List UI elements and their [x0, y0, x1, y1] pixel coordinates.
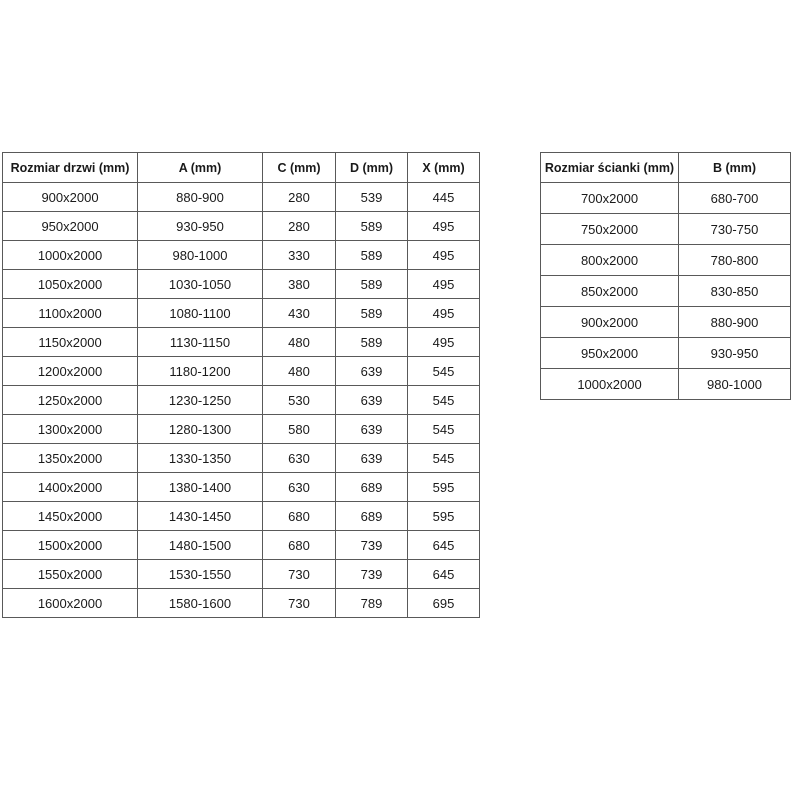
table-cell: 739: [336, 531, 408, 560]
table-cell: 589: [336, 328, 408, 357]
door-table-header: [3, 153, 480, 183]
table-row: [3, 444, 480, 473]
table-row: [3, 241, 480, 270]
table-cell: 680-700: [679, 183, 791, 214]
column-header: Rozmiar ścianki (mm): [541, 153, 679, 183]
table-cell: 750x2000: [541, 214, 679, 245]
table-cell: 1230-1250: [138, 386, 263, 415]
table-row: [3, 589, 480, 618]
table-cell: 900x2000: [541, 307, 679, 338]
table-row: [3, 473, 480, 502]
table-cell: 495: [408, 299, 480, 328]
table-cell: 1080-1100: [138, 299, 263, 328]
table-cell: 1550x2000: [3, 560, 138, 589]
table-row: [3, 212, 480, 241]
table-cell: 695: [408, 589, 480, 618]
table-cell: 1000x2000: [541, 369, 679, 400]
table-cell: 445: [408, 183, 480, 212]
header-row: [541, 153, 791, 183]
table-cell: 495: [408, 328, 480, 357]
table-cell: 830-850: [679, 276, 791, 307]
table-cell: 789: [336, 589, 408, 618]
column-header: C (mm): [263, 153, 336, 183]
table-cell: 630: [263, 473, 336, 502]
table-cell: 495: [408, 241, 480, 270]
table-cell: 739: [336, 560, 408, 589]
table-cell: 545: [408, 386, 480, 415]
table-cell: 1600x2000: [3, 589, 138, 618]
table-cell: 1530-1550: [138, 560, 263, 589]
table-cell: 980-1000: [138, 241, 263, 270]
table-cell: 1180-1200: [138, 357, 263, 386]
table-cell: 595: [408, 473, 480, 502]
table-row: [3, 183, 480, 212]
table-row: [3, 502, 480, 531]
table-cell: 589: [336, 212, 408, 241]
table-cell: 900x2000: [3, 183, 138, 212]
table-cell: 1280-1300: [138, 415, 263, 444]
table-cell: 595: [408, 502, 480, 531]
table-cell: 480: [263, 328, 336, 357]
table-row: [3, 270, 480, 299]
table-cell: 950x2000: [541, 338, 679, 369]
table-cell: 1100x2000: [3, 299, 138, 328]
table-cell: 930-950: [138, 212, 263, 241]
table-cell: 280: [263, 212, 336, 241]
table-cell: 280: [263, 183, 336, 212]
wall-table-body: [541, 183, 791, 400]
table-cell: 1450x2000: [3, 502, 138, 531]
table-cell: 495: [408, 212, 480, 241]
door-size-table: [2, 152, 480, 618]
table-row: [541, 276, 791, 307]
wall-table-header: [541, 153, 791, 183]
table-cell: 880-900: [679, 307, 791, 338]
table-cell: 639: [336, 415, 408, 444]
table-row: [3, 328, 480, 357]
table-cell: 1330-1350: [138, 444, 263, 473]
table-cell: 545: [408, 415, 480, 444]
table-cell: 645: [408, 531, 480, 560]
table-cell: 539: [336, 183, 408, 212]
table-cell: 950x2000: [3, 212, 138, 241]
header-row: [3, 153, 480, 183]
table-cell: 1350x2000: [3, 444, 138, 473]
table-row: [541, 214, 791, 245]
table-cell: 800x2000: [541, 245, 679, 276]
table-row: [541, 245, 791, 276]
table-cell: 930-950: [679, 338, 791, 369]
table-cell: 589: [336, 241, 408, 270]
table-row: [541, 338, 791, 369]
table-cell: 730: [263, 560, 336, 589]
column-header: B (mm): [679, 153, 791, 183]
table-row: [3, 415, 480, 444]
table-row: [3, 357, 480, 386]
table-cell: 1500x2000: [3, 531, 138, 560]
table-cell: 1030-1050: [138, 270, 263, 299]
table-cell: 330: [263, 241, 336, 270]
table-row: [541, 307, 791, 338]
table-cell: 480: [263, 357, 336, 386]
table-cell: 380: [263, 270, 336, 299]
column-header: D (mm): [336, 153, 408, 183]
table-cell: 639: [336, 357, 408, 386]
table-cell: 730: [263, 589, 336, 618]
table-cell: 630: [263, 444, 336, 473]
wall-size-table: [540, 152, 791, 400]
table-cell: 689: [336, 473, 408, 502]
table-cell: 495: [408, 270, 480, 299]
table-cell: 980-1000: [679, 369, 791, 400]
table-cell: 545: [408, 357, 480, 386]
table-cell: 680: [263, 531, 336, 560]
column-header: Rozmiar drzwi (mm): [3, 153, 138, 183]
table-cell: 545: [408, 444, 480, 473]
table-cell: 530: [263, 386, 336, 415]
table-row: [3, 560, 480, 589]
table-cell: 730-750: [679, 214, 791, 245]
column-header: X (mm): [408, 153, 480, 183]
table-cell: 1000x2000: [3, 241, 138, 270]
table-cell: 1300x2000: [3, 415, 138, 444]
table-cell: 1150x2000: [3, 328, 138, 357]
table-cell: 589: [336, 270, 408, 299]
column-header: A (mm): [138, 153, 263, 183]
table-row: [541, 369, 791, 400]
door-table-body: [3, 183, 480, 618]
table-cell: 1250x2000: [3, 386, 138, 415]
table-cell: 1130-1150: [138, 328, 263, 357]
table-row: [3, 386, 480, 415]
table-cell: 580: [263, 415, 336, 444]
table-cell: 1580-1600: [138, 589, 263, 618]
table-cell: 780-800: [679, 245, 791, 276]
table-cell: 645: [408, 560, 480, 589]
table-cell: 430: [263, 299, 336, 328]
table-cell: 639: [336, 386, 408, 415]
table-cell: 1200x2000: [3, 357, 138, 386]
table-row: [3, 531, 480, 560]
table-cell: 1050x2000: [3, 270, 138, 299]
table-row: [3, 299, 480, 328]
table-cell: 1380-1400: [138, 473, 263, 502]
table-cell: 689: [336, 502, 408, 531]
table-cell: 700x2000: [541, 183, 679, 214]
table-cell: 589: [336, 299, 408, 328]
table-cell: 1480-1500: [138, 531, 263, 560]
table-row: [541, 183, 791, 214]
table-cell: 1430-1450: [138, 502, 263, 531]
table-cell: 850x2000: [541, 276, 679, 307]
table-cell: 1400x2000: [3, 473, 138, 502]
table-cell: 880-900: [138, 183, 263, 212]
table-cell: 639: [336, 444, 408, 473]
table-cell: 680: [263, 502, 336, 531]
